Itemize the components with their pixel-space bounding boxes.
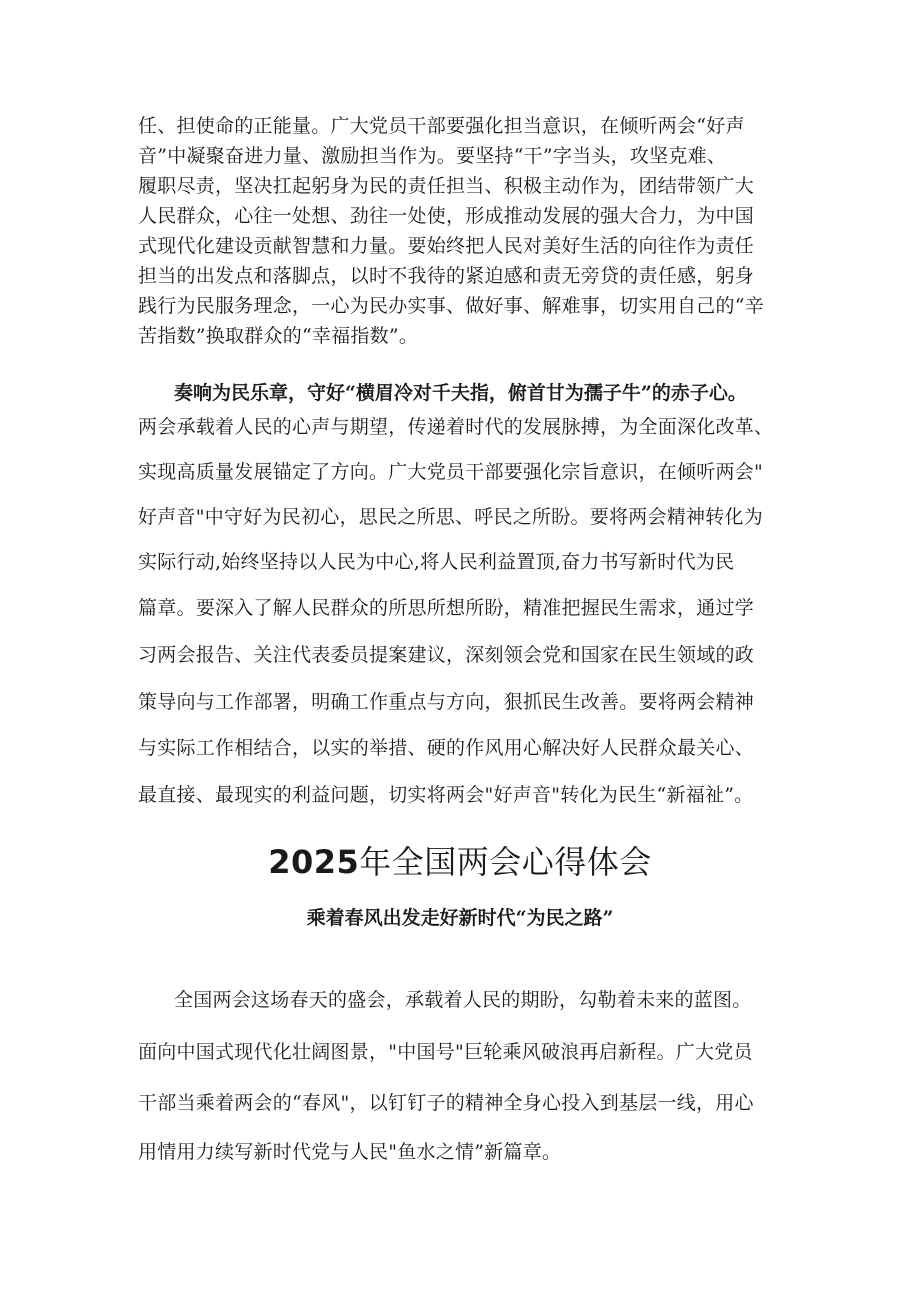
article-title-text: 年全国两会心得体会 (359, 843, 652, 881)
paragraph-line: 篇章。要深入了解人民群众的所思所想所盼，精准把握民生需求，通过学 (138, 597, 755, 619)
paragraph-line: 音”中凝聚奋进力量、激励担当作为。要坚持“干”字当头，攻坚克难、 (138, 145, 727, 167)
paragraph-line: 面向中国式现代化壮阔图景，"中国号"巨轮乘风破浪再启新程。广大党员 (138, 1041, 753, 1063)
paragraph-line: 策导向与工作部署，明确工作重点与方向，狠抓民生改善。要将两会精神 (138, 691, 755, 713)
paragraph-line: 用情用力续写新时代党与人民"鱼水之情”新篇章。 (138, 1141, 562, 1163)
paragraph-line: 式现代化建设贡献智慧和力量。要始终把人民对美好生活的向往作为责任 (138, 235, 755, 257)
paragraph-line: 任、担使命的正能量。广大党员干部要强化担当意识，在倾听两会“好声 (138, 115, 745, 137)
paragraph-line: 担当的出发点和落脚点，以时不我待的紧迫感和责无旁贷的责任感，躬身 (138, 265, 755, 287)
paragraph-line: 践行为民服务理念，一心为民办实事、做好事、解难事，切实用自己的“辛 (138, 295, 764, 317)
paragraph-line: 好声音"中守好为民初心，思民之所思、呼民之所盼。要将两会精神转化为 (138, 506, 763, 528)
article-subtitle: 乘着春风出发走好新时代“为民之路” (306, 907, 614, 929)
article-title (0, 842, 920, 882)
paragraph-line: 两会承载着人民的心声与期望，传递着时代的发展脉搏，为全面深化改革、 (138, 416, 774, 438)
paragraph-line: 全国两会这场春天的盛会，承载着人民的期盼，勾勒着未来的蓝图。 (174, 989, 752, 1011)
paragraph-line: 苦指数”换取群众的“幸福指数”。 (138, 325, 419, 347)
paragraph-line: 干部当乘着两会的“春风"，以钉钉子的精神全身心投入到基层一线，用心 (138, 1092, 754, 1114)
paragraph-line: 人民群众，心往一处想、劲往一处使，形成推动发展的强大合力，为中国 (138, 205, 755, 227)
paragraph-line: 履职尽责，坚决扛起躬身为民的责任担当、积极主动作为，团结带领广大 (138, 175, 755, 197)
section-heading: 奏响为民乐章，守好“横眉冷对千夫指，俯首甘为孺子牛”的赤子心。 (174, 382, 747, 404)
paragraph-line: 与实际工作相结合，以实的举措、硬的作风用心解决好人民群众最关心、 (138, 737, 755, 759)
paragraph-line: 习两会报告、关注代表委员提案建议，深刻领会党和国家在民生领域的政 (138, 644, 755, 666)
paragraph-line: 实际行动,始终坚持以人民为中心,将人民利益置顶,奋力书写新时代为民 (138, 551, 735, 573)
paragraph-line: 最直接、最现实的利益问题，切实将两会"好声音"转化为民生“新福祉”。 (138, 784, 754, 806)
paragraph-line: 实现高质量发展锚定了方向。广大党员干部要强化宗旨意识，在倾听两会" (138, 461, 763, 483)
article-title-year: 2025 (268, 843, 360, 881)
